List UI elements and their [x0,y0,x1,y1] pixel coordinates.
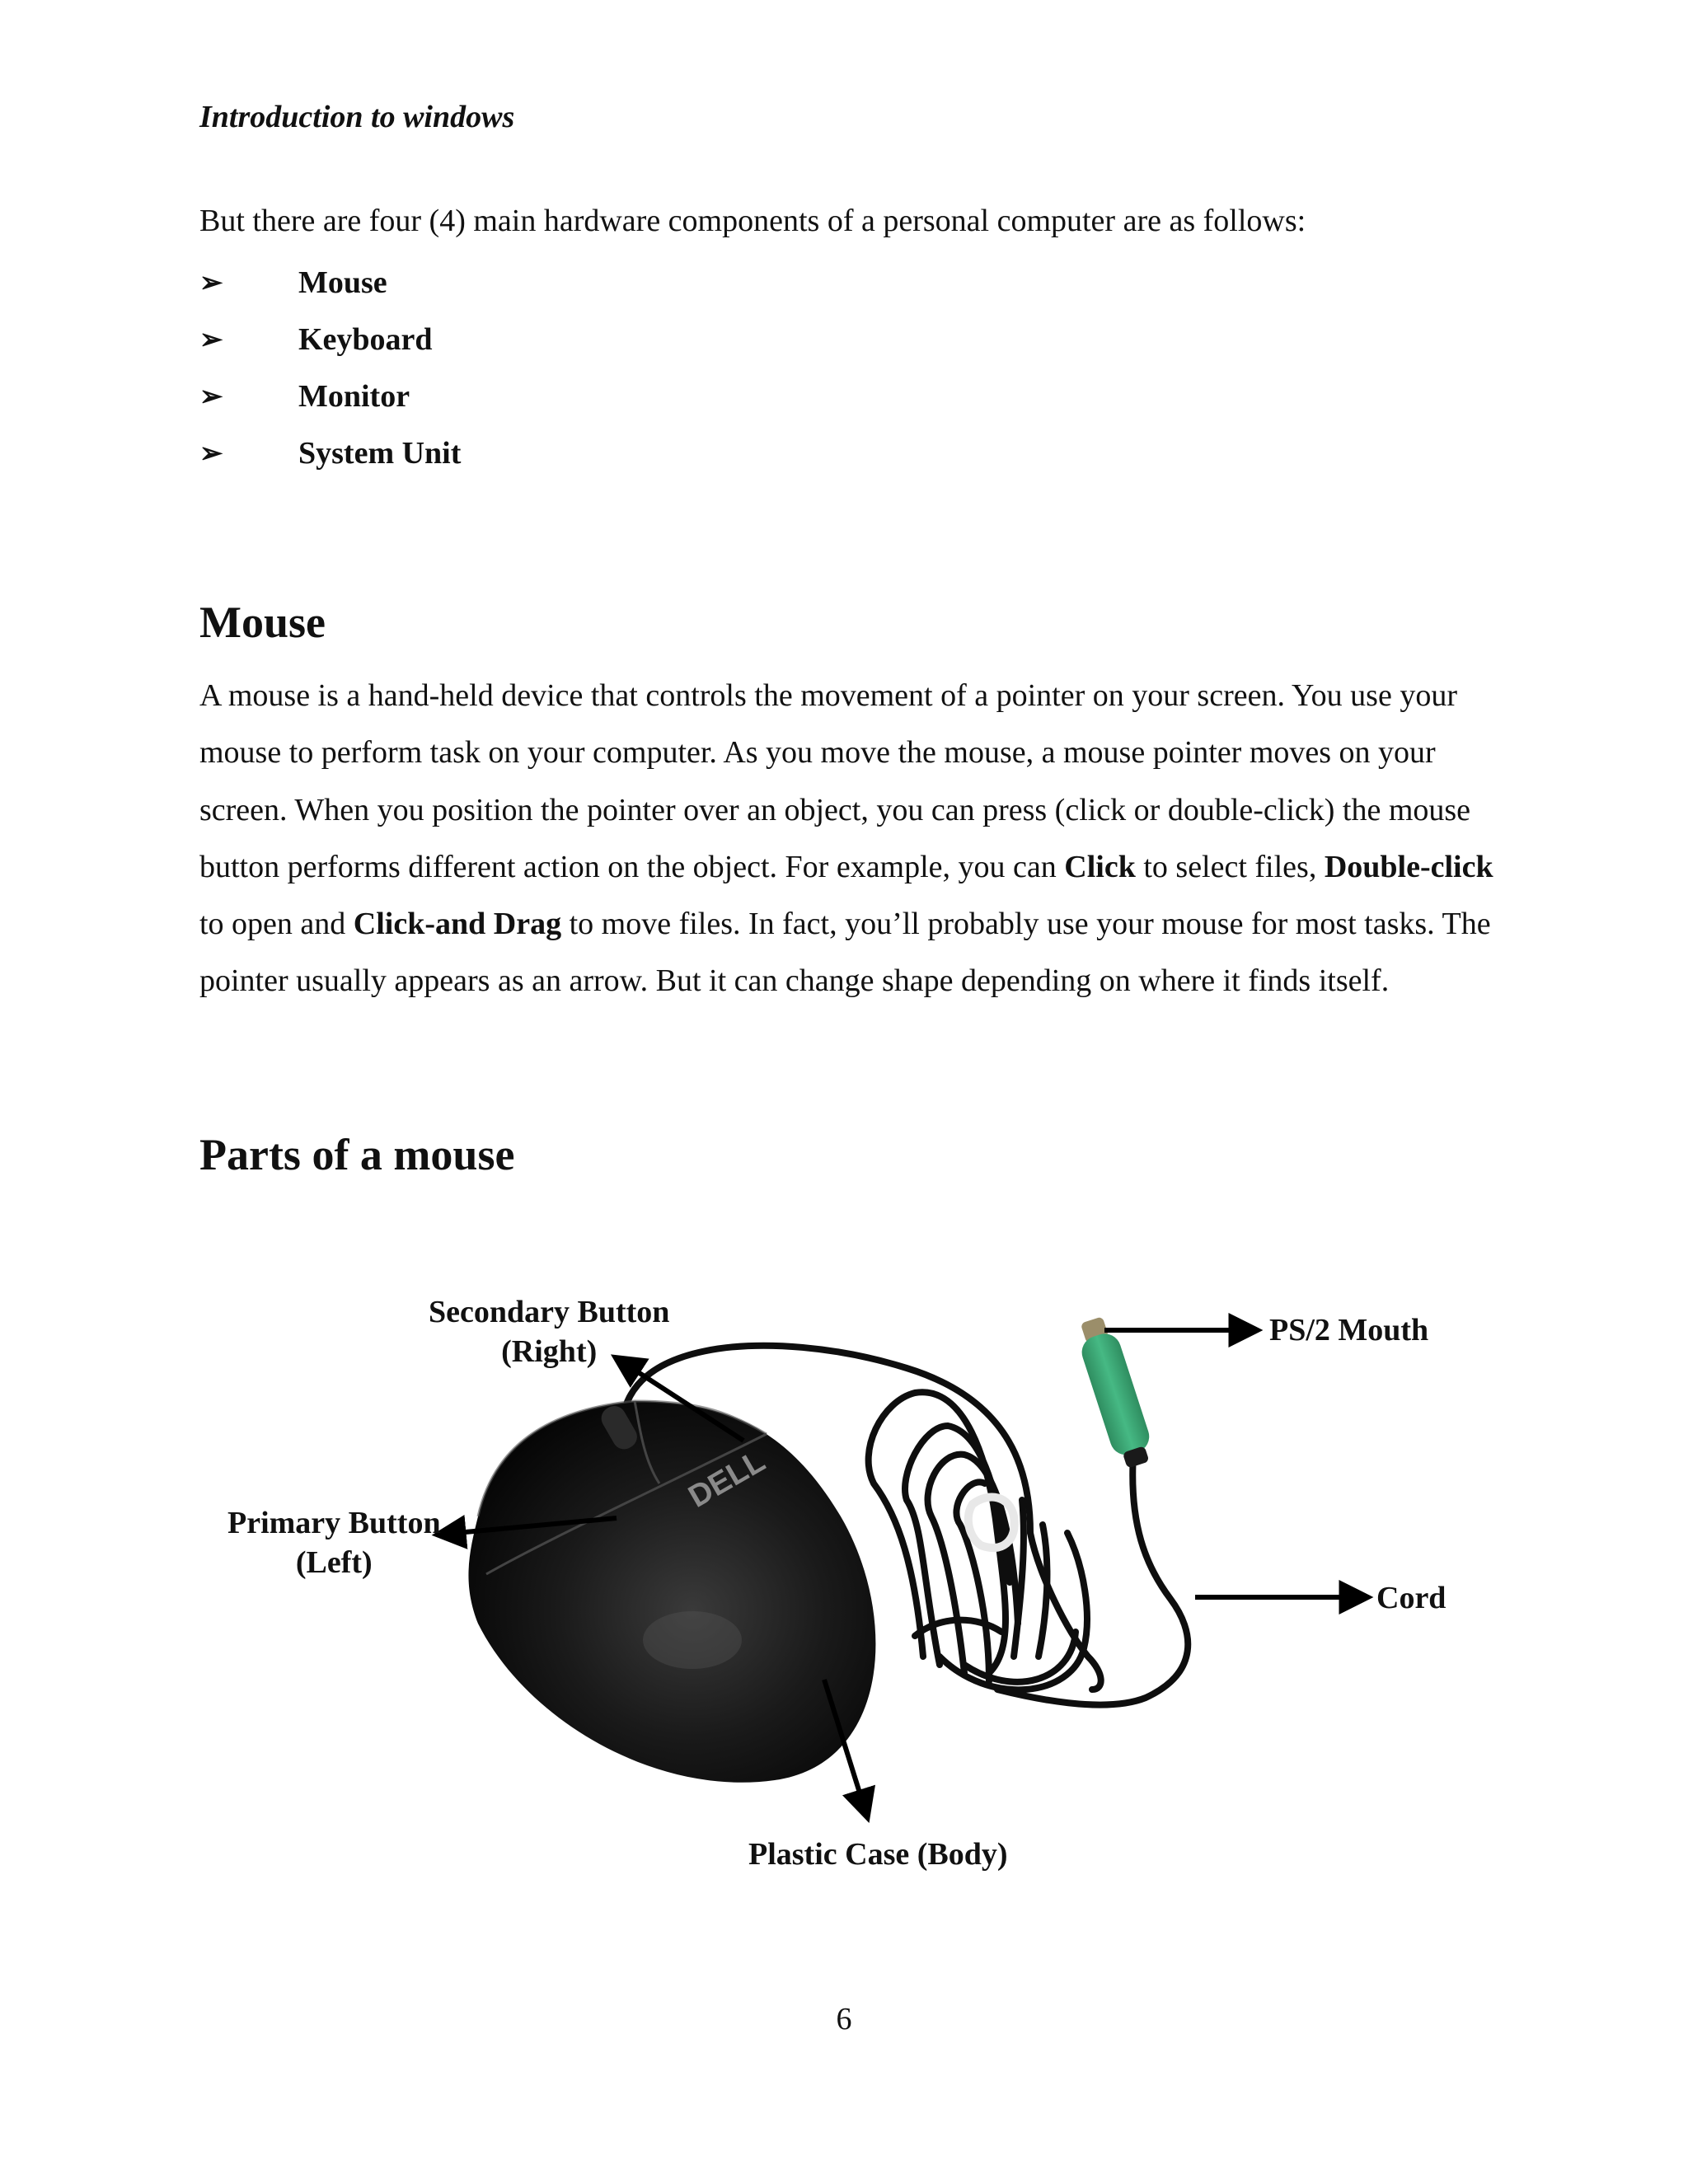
term-double-click: Double-click [1324,849,1493,884]
section-heading-parts: Parts of a mouse [199,1130,515,1179]
list-item-label: System Unit [298,435,462,471]
list-item-label: Mouse [298,265,387,300]
label-line: Secondary Button [429,1295,670,1329]
list-item [199,254,461,311]
section-heading-mouse: Mouse [199,598,326,647]
brand-logo: DELL [682,1443,771,1515]
label-line: (Left) [295,1545,373,1580]
label-line: Primary Button [227,1506,441,1540]
paragraph-text: to open and [199,907,354,942]
list-item [199,424,461,481]
arrow-bullet-icon: ➢ [199,267,223,298]
label-ps2-mouth: PS/2 Mouth [1269,1313,1429,1347]
term-click-and-drag: Click-and Drag [353,907,562,942]
ps2-connector [1072,1314,1157,1471]
term-click: Click [1064,849,1136,884]
list-item-label: Keyboard [298,321,433,357]
page-number: 6 [836,2002,852,2036]
label-plastic-case: Plastic Case (Body) [748,1837,1008,1872]
paragraph-text: to select files, [1135,849,1325,884]
arrow-bullet-icon: ➢ [199,324,223,355]
components-list [199,254,461,481]
label-primary-button [227,1503,441,1582]
arrow-bullet-icon: ➢ [199,438,223,469]
paragraph-text: A mouse is a hand-held device that controls the movement of a pointer on your screen. You use your mouse to perform task on your computer. As you move the mouse, a mouse pointer moves on your screen. When you position the pointer over an object, you can press (click or double-click) the mouse button performs different action on the object. For example, you can [199,678,1471,884]
intro-paragraph: But there are four (4) main hardware components of a personal computer are as follows: [199,204,1306,238]
list-item [199,311,461,368]
arrow-bullet-icon: ➢ [199,381,223,412]
mouse-description-paragraph [199,668,1510,1010]
label-cord: Cord [1376,1581,1447,1615]
list-item [199,368,461,424]
mouse-body [468,1401,875,1783]
mouse-diagram [198,1269,1484,1896]
mouse-illustration [198,1269,1484,1896]
list-item-label: Monitor [298,378,410,414]
label-line: (Right) [501,1334,598,1369]
paragraph-text: to move files. In fact, you’ll probably use your mouse for most tasks. The pointer usually appears as an arrow. But it can change shape depending on where it finds itself. [199,907,1491,999]
label-secondary-button [429,1292,669,1371]
running-header: Introduction to windows [199,100,515,134]
